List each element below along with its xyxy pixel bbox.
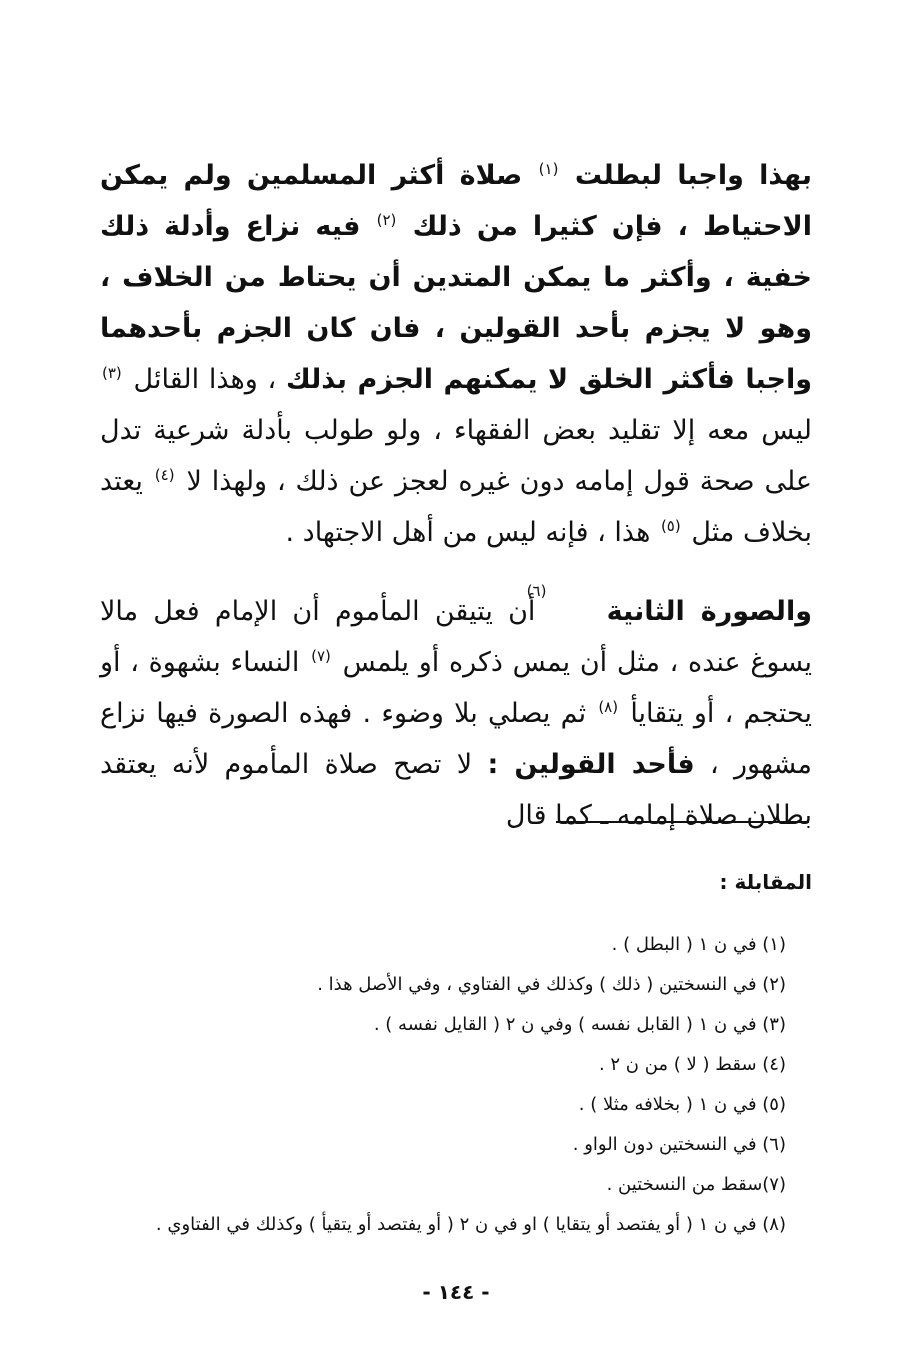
text-run: النساء بشهوة ، أو يحتجم ، أو يتقايأ: [100, 647, 812, 729]
footnote-marker-1: (١): [538, 160, 559, 178]
bold-phrase: فأحد القولين :: [487, 749, 695, 780]
footnote-divider: [556, 821, 809, 823]
footnote-item: (٣) في ن ١ ( القابل نفسه ) وفي ن ٢ ( القايل نفسه ) .: [373, 1014, 786, 1035]
section-heading-text: والصورة الثانية: [606, 596, 812, 627]
text-run: ثم يصلي بلا وضوء . فهذه الصورة فيها نزاع مشهور ،: [100, 698, 813, 780]
main-text: [100, 150, 812, 841]
bold-phrase: بهذا واجبا لبطلت: [574, 160, 812, 191]
footnote-item: (٨) في ن ١ ( أو يفتصد أو يتقايا ) او في ن ٢ ( أو يفتصد أو يتقيأ ) وكذلك في الفتاوي .: [155, 1214, 786, 1235]
paragraph-gap: [100, 558, 812, 586]
bold-phrase: فيه نزاع وأدلة ذلك خفية ، وأكثر ما يمكن المتدين أن يحتاط من الخلاف ، وهو لا يجزم بأحد القولين ، فان كان الجزم بأحدهما واجبا فأكثر الخلق لا يمكنهم الجزم بذلك: [100, 211, 812, 395]
footnote-marker-5: (٥): [660, 517, 681, 535]
paragraph-2: [100, 582, 813, 841]
footnote-marker-7: (٧): [311, 647, 331, 665]
text-run: ، وهذا القائل: [133, 364, 277, 395]
footnote-marker-3: (٣): [102, 364, 122, 382]
footnotes-list: [100, 925, 786, 1245]
footnote-item: (٢) في النسختين ( ذلك ) وكذلك في الفتاوي ، وفي الأصل هذا .: [317, 974, 786, 995]
footnote-item: (١) في ن ١ ( البطل ) .: [611, 934, 786, 955]
text-run: ليس معه إلا تقليد بعض الفقهاء ، ولو طولب بأدلة شرعية تدل على صحة قول إمامه دون غيره لعجز عن ذلك ، ولهذا لا: [100, 415, 812, 497]
section-heading: [526, 582, 812, 627]
footnote-marker-6: (٦): [526, 582, 547, 600]
paragraph-1: [100, 150, 812, 558]
page-number: - ١٤٤ -: [422, 1280, 490, 1304]
footnote-item: (٤) سقط ( لا ) من ن ٢ .: [598, 1054, 786, 1075]
footnote-marker-8: (٨): [598, 698, 619, 716]
footnote-item: (٧)سقط من النسختين .: [606, 1174, 786, 1195]
text-run: أن يتيقن المأموم أن الإمام فعل مالا يسوغ عنده ، مثل أن يمس ذكره أو يلمس: [100, 596, 812, 678]
bold-phrase: صلاة أكثر المسلمين ولم يمكن الاحتياط ، فإن كثيرا من ذلك: [100, 160, 812, 242]
footnote-marker-4: (٤): [154, 466, 175, 484]
text-run: لا تصح صلاة المأموم لأنه يعتقد بطلان صلاة إمامه ـ كما قال: [100, 749, 812, 831]
footnote-item: (٥) في ن ١ ( بخلافه مثلا ) .: [578, 1094, 786, 1115]
text-run: يعتد بخلاف مثل: [100, 466, 812, 548]
footnote-marker-2: (٢): [376, 211, 397, 229]
footnote-item: (٦) في النسختين دون الواو .: [572, 1134, 786, 1155]
text-run: هذا ، فإنه ليس من أهل الاجتهاد .: [285, 517, 651, 548]
notes-title: المقابلة :: [719, 870, 812, 894]
